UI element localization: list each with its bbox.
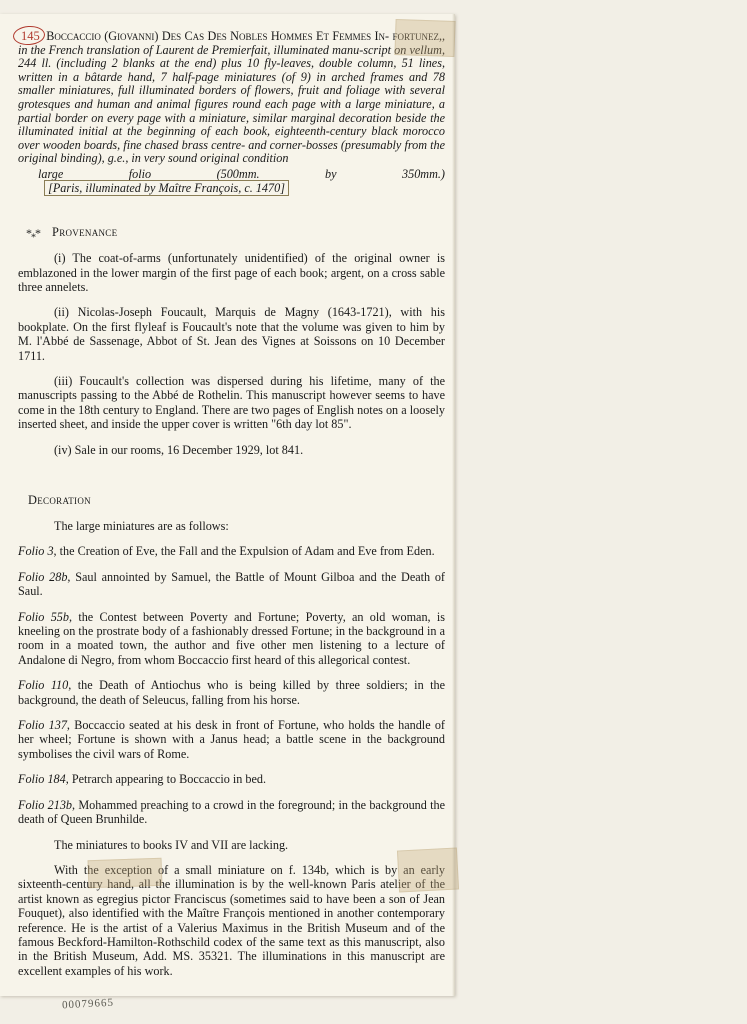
accession-number: 00079665	[61, 996, 115, 1012]
provenance-heading	[18, 225, 445, 244]
decoration-folio-entry	[18, 544, 445, 558]
decoration-heading: Decoration	[28, 493, 91, 507]
lot-heading-author: Boccaccio (Giovanni)	[46, 29, 159, 43]
folio-text: , Petrarch appearing to Boccaccio in bed.	[65, 772, 267, 787]
decoration-folio-entry	[18, 798, 445, 827]
lot-size-text: large folio (500mm. by 350mm.)	[38, 166, 445, 181]
decoration-closing-note: With the exception of a small miniature on f. 134b, which is by an early sixteenth-century hand, all the illumination is by the well-known Paris atelier of the artist known as egregius pictor Franciscus (sometimes said to have been a son of Jean Fouquet), also identified with the Maître François mentioned in another contemporary reference. He is the artist of a Valerius Maximus in the British Museum and of the famous Beckford-Hamilton-Rothschild codex of the same text as this manuscript, also in the British Museum, Add. MS. 35321. The illuminations in this manuscript are excellent examples of his work.	[18, 862, 445, 978]
folio-text: , Mohammed preaching to a crowd in the foreground; in the background the death of Queen Brunhilde.	[18, 797, 445, 827]
asterism-icon: $*_**$	[26, 226, 40, 244]
lot-description-body: , in the French translation of Laurent de Premierfait, illuminated manu-script on vellum, 244 ll. (including 2 blanks at the end) plus 10 fly-leaves, double column, 51 lines, written in a bâtarde hand, 7 half-page miniatures (of 9) in arched frames and 78 smaller miniatures, full illuminated borders of flowers, fruit and foliage with several grotesques and human and animal figures round each page with a large miniature, a partial border on every page with a miniature, similar marginal decoration beside the illuminated initial at the beginning of each book, eighteenth-century black morocco over wooden boards, fine chased brass centre- and corner-bosses (presumably from the original binding), g.e., in very sound original condition	[18, 29, 446, 166]
provenance-item: (iii) Foucault's collection was dispersed during his lifetime, many of the manuscripts passing to the Abbé de Rothelin. This manuscript however seems to have come in the 18th century to England. There are two pages of English notes on a loosely inserted sheet, and inside the upper cover is written "6th day lot 85".	[18, 373, 445, 432]
folio-label: Folio 55b	[18, 609, 69, 624]
decoration-lacking-note: The miniatures to books IV and VII are lacking.	[54, 837, 289, 852]
provenance-item: (ii) Nicolas-Joseph Foucault, Marquis de Magny (1643-1721), with his bookplate. On the first flyleaf is Foucault's note that the volume was given to him by M. l'Abbé de Sassenage, Abbot of St. Jean des Vignes at Soissons on 10 December 1711.	[18, 305, 445, 363]
lot-heading-title-cont: fortunez,	[392, 29, 442, 43]
folio-label: Folio 184	[18, 772, 66, 787]
provenance-item: (iv) Sale in our rooms, 16 December 1929, lot 841.	[54, 442, 304, 457]
folio-label: Folio 3	[18, 544, 54, 559]
provenance-heading-label: Provenance	[52, 225, 118, 240]
folio-text: , the Creation of Eve, the Fall and the Expulsion of Adam and Eve from Eden.	[53, 544, 435, 559]
lot-size-line	[18, 168, 445, 195]
folio-text: , the Contest between Poverty and Fortune; Poverty, an old woman, is kneeling on the prostrate body of a fashionably dressed Fortune; in the background in a room in a moated town, the author and five other men listening to a lecture of Andalone di Negro, from whom Boccaccio first heard of this allegorical contest.	[18, 609, 446, 667]
lot-entry	[18, 30, 445, 195]
decoration-intro: The large miniatures are as follows:	[54, 519, 229, 533]
decoration-folio-entry	[18, 718, 445, 761]
lot-heading-title: Des Cas Des Nobles Hommes Et Femmes In-	[161, 29, 390, 43]
folio-text: , the Death of Antiochus who is being killed by three soldiers; in the background, the death of Seleucus, falling from his horse.	[18, 678, 446, 707]
folio-label: Folio 213b	[18, 797, 73, 812]
decoration-folio-entry	[18, 678, 445, 707]
provenance-item: (i) The coat-of-arms (unfortunately unidentified) of the original owner is emblazoned in the lower margin of the first page of each book; argent, on a cross sable three annelets.	[18, 251, 445, 294]
folio-text: , Saul annointed by Samuel, the Battle of Mount Gilboa and the Death of Saul.	[18, 569, 445, 599]
folio-label: Folio 137	[18, 718, 67, 733]
lot-number: 145	[18, 29, 46, 43]
folio-label: Folio 28b	[18, 569, 68, 584]
folio-text: , Boccaccio seated at his desk in front of Fortune, who holds the handle of her wheel; Fortune is shown with a Janus head; a battle scene in the background symbolises the civil wars of Rome.	[18, 718, 445, 761]
decoration-folio-entry	[18, 570, 445, 599]
lot-attribution: [Paris, illuminated by Maître François, c. 1470]	[44, 180, 289, 196]
decoration-folio-entry	[18, 610, 445, 668]
decoration-folio-entry	[18, 772, 445, 786]
folio-label: Folio 110	[18, 678, 69, 693]
catalogue-clipping	[0, 14, 455, 996]
